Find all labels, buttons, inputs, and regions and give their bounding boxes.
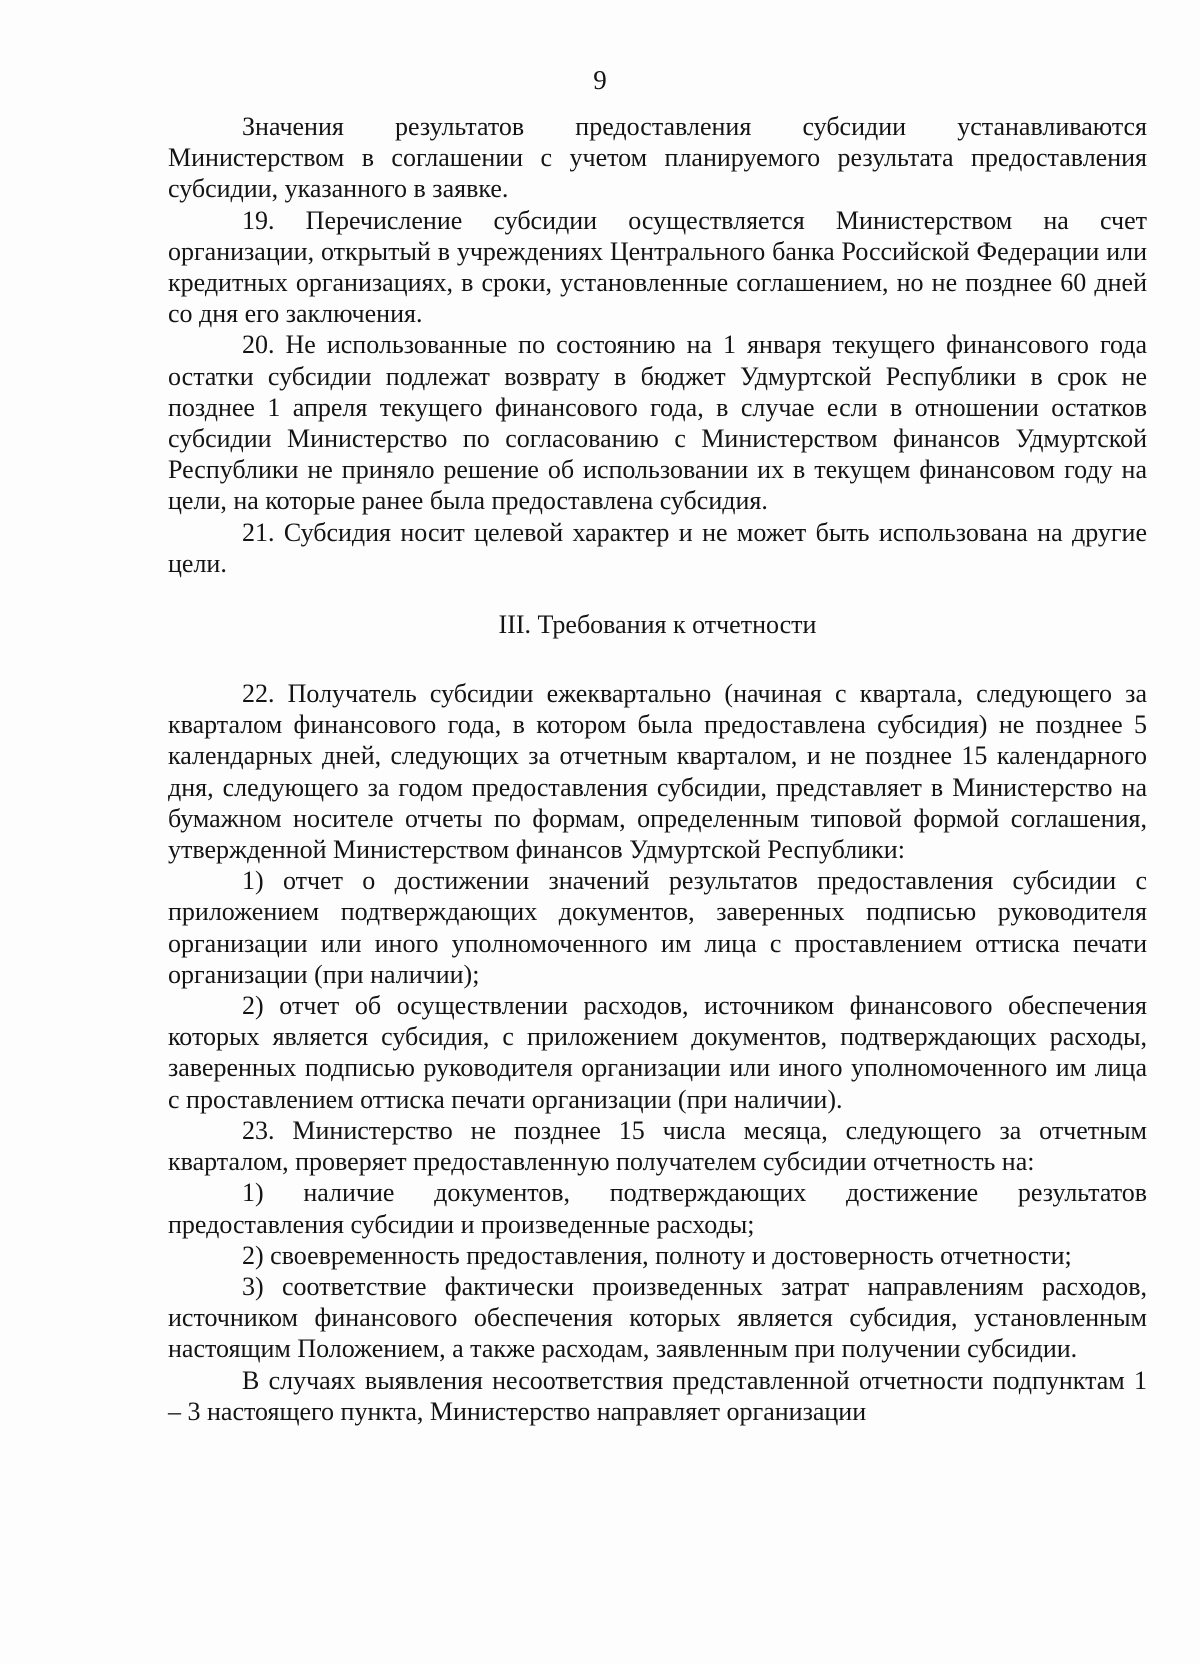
paragraph-23-item-2: 2) своевременность предоставления, полноту и достоверность отчетности; — [242, 1240, 1072, 1270]
paragraph-22-item-2: 2) отчет об осуществлении расходов, источником финансового обеспечения которых является субсидия, с приложением документов, подтверждающих расходы, заверенных подписью руководителя организации или иного уполномоченного им лица с проставлением оттиска печати организации (при наличии). — [168, 991, 1147, 1114]
paragraph-results-values: Значения результатов предоставления субсидии устанавливаются Министерством в соглашении с учетом планируемого результата предоставления субсидии, указанного в заявке. — [168, 112, 1147, 204]
section-title: III. Требования к отчетности — [498, 610, 817, 640]
paragraph-19: 19. Перечисление субсидии осуществляется Министерством на счет организации, открытый в учреждениях Центрального банка Российской Федерации или кредитных организациях, в сроки, установленные соглашением, но не позднее 60 дней со дня его заключения. — [168, 205, 1147, 329]
paragraph-21: 21. Субсидия носит целевой характер и не может быть использована на другие цели. — [168, 517, 1147, 578]
page-number: 9 — [593, 65, 607, 95]
paragraph-mismatch: В случаях выявления несоответствия представленной отчетности подпунктам 1 – 3 настоящего пункта, Министерство направляет организации — [168, 1365, 1147, 1426]
paragraph-20: 20. Не использованные по состоянию на 1 января текущего финансового года остатки субсидии подлежат возврату в бюджет Удмуртской Республики в срок не позднее 1 апреля текущего финансового года, в случае если в отношении остатков субсидии Министерство по согласованию с Министерством финансов Удмуртской Республики не приняло решение об использовании их в текущем финансовом году на цели, на которые ранее была предоставлена субсидия. — [168, 330, 1147, 516]
paragraph-22-item-1: 1) отчет о достижении значений результатов предоставления субсидии с приложением подтверждающих документов, заверенных подписью руководителя организации или иного уполномоченного им лица с проставлением оттиска печати организации (при наличии); — [168, 866, 1147, 989]
paragraph-23-item-1: 1) наличие документов, подтверждающих достижение результатов предоставления субсидии и произведенные расходы; — [168, 1178, 1147, 1239]
paragraph-23: 23. Министерство не позднее 15 числа месяца, следующего за отчетным кварталом, проверяет предоставленную получателем субсидии отчетность на: — [168, 1115, 1147, 1177]
paragraph-22: 22. Получатель субсидии ежеквартально (начиная с квартала, следующего за кварталом финансового года, в котором была предоставлена субсидия) не позднее 5 календарных дней, следующих за отчетным кварталом, и не позднее 15 календарного дня, следующего за годом предоставления субсидии, представляет в Министерство на бумажном носителе отчеты по формам, определенным типовой формой соглашения, утвержденной Министерством финансов Удмуртской Республики: — [168, 679, 1147, 865]
document-body — [168, 111, 1147, 1427]
paragraph-23-item-3: 3) соответствие фактически произведенных затрат направлениям расходов, источником финансового обеспечения которых является субсидия, установленным настоящим Положением, а также расходам, заявленным при получении субсидии. — [168, 1271, 1147, 1364]
